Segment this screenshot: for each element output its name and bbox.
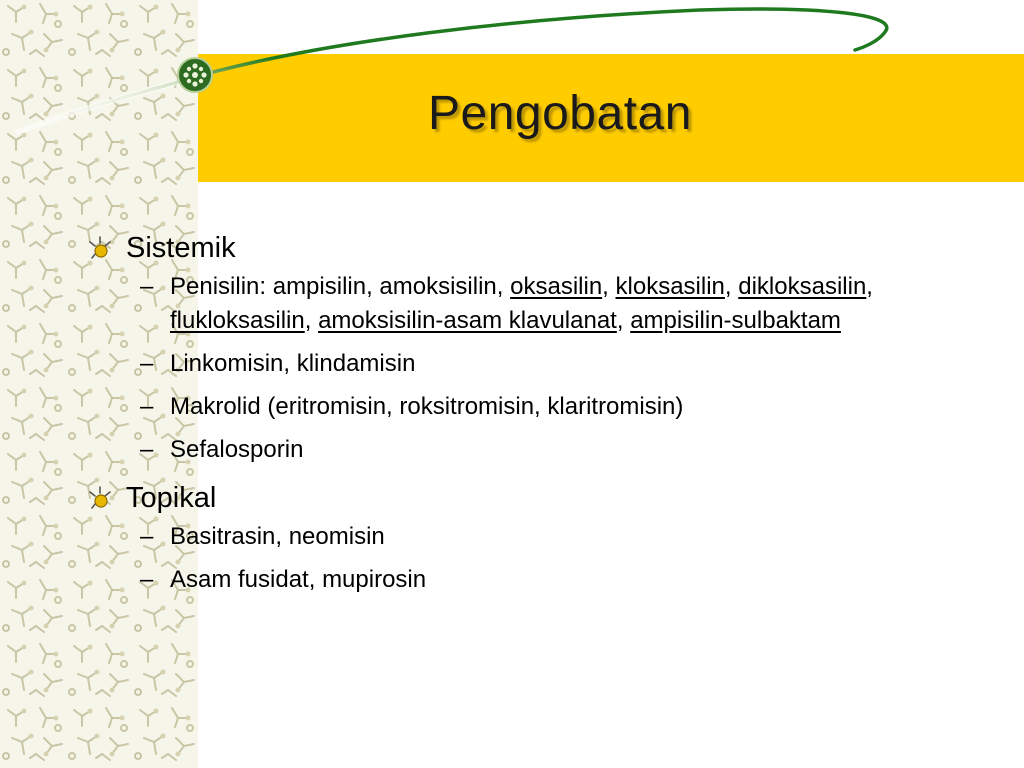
- drug-link[interactable]: amoksisilin-asam klavulanat: [318, 307, 617, 334]
- list-item: [88, 433, 988, 467]
- dash-bullet: –: [140, 350, 154, 377]
- drug-link[interactable]: ampisilin-sulbaktam: [630, 307, 841, 334]
- star-burst-bullet-icon: [88, 236, 112, 260]
- list-item: [88, 347, 988, 381]
- drug-link[interactable]: oksasilin: [510, 273, 603, 300]
- item-text: ,: [866, 273, 873, 300]
- section-heading-text: Sistemik: [126, 232, 236, 264]
- item-text: Penisilin: ampisilin, amoksisilin,: [170, 273, 511, 300]
- section-heading: [88, 476, 988, 520]
- item-text: Linkomisin, klindamisin: [170, 350, 416, 377]
- dash-bullet: –: [140, 273, 154, 300]
- item-text: ,: [724, 273, 739, 300]
- dash-bullet: –: [140, 566, 154, 593]
- section-heading-text: Topikal: [126, 482, 217, 514]
- list-item: [88, 563, 988, 597]
- list-item: [88, 270, 988, 338]
- item-text: Makrolid (eritromisin, roksitromisin, klaritromisin): [170, 393, 684, 420]
- list-item: [88, 390, 988, 424]
- item-text: ,: [602, 273, 616, 300]
- sub-list: [88, 520, 988, 597]
- item-text: Sefalosporin: [170, 436, 304, 463]
- item-text: Basitrasin, neomisin: [170, 523, 385, 550]
- drug-link[interactable]: kloksasilin: [615, 273, 725, 300]
- dash-bullet: –: [140, 523, 154, 550]
- section-heading: [88, 226, 988, 270]
- item-text: ,: [304, 307, 319, 334]
- drug-link[interactable]: dikloksasilin: [738, 273, 867, 300]
- item-text: ,: [616, 307, 631, 334]
- list-item: [88, 520, 988, 554]
- item-text: Asam fusidat, mupirosin: [170, 566, 427, 593]
- slide-content: [88, 226, 988, 606]
- slide-title: Pengobatan: [428, 87, 692, 140]
- dash-bullet: –: [140, 436, 154, 463]
- star-burst-bullet-icon: [88, 486, 112, 510]
- drug-link[interactable]: flukloksasilin: [170, 307, 305, 334]
- sub-list: [88, 270, 988, 467]
- dash-bullet: –: [140, 393, 154, 420]
